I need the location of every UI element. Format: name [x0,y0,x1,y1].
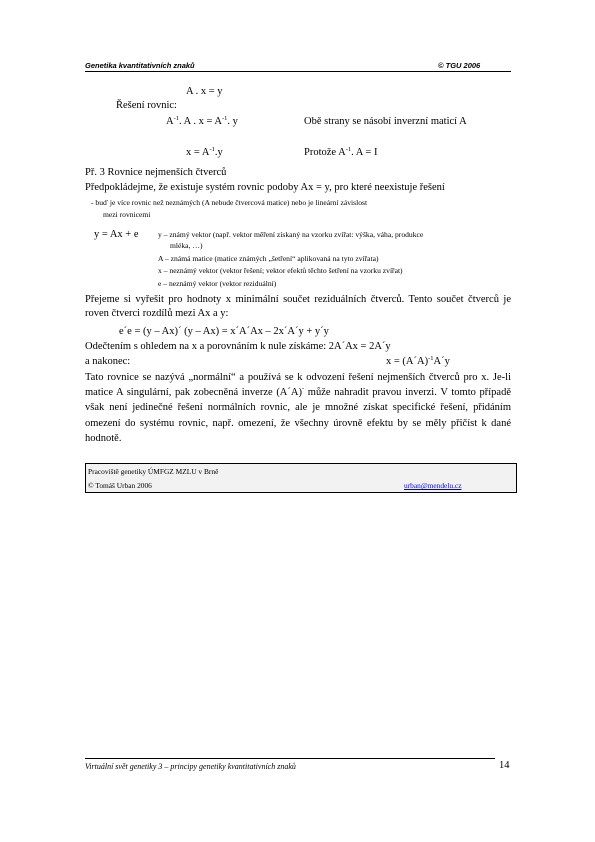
footer-book-title: Virtuální svět genetiky 3 – principy genetiky kvantitativních znaků [85,762,296,771]
bullet-line-2: mezi rovnicemi [103,210,151,219]
header-copyright: © TGU 2006 [438,61,481,70]
finally-label: a nakonec: [85,356,131,367]
institution-name: Pracoviště genetiky ÚMFGZ MZLU v Brně [88,467,219,476]
definition-x: x – neznámý vektor (vektor řešení; vektor efektů těchto šetření na vzorku zvířat) [158,266,403,275]
equation-ax-y: A . x = y [186,86,223,97]
footer-rule [85,758,495,759]
author-copyright: © Tomáš Urban 2006 [88,481,152,490]
definition-y-cont: mléka, …) [170,241,203,250]
solution-label: Řešení rovnic: [116,100,177,111]
definition-y: y – známý vektor (např. vektor měření získaný na vzorku zvířat: výška, váha, produkce [158,230,424,239]
equation-inverse-multiply: $A^{-1}$. A . $x = A^{-1}$. y [166,115,238,127]
paragraph-least-squares: Přejeme si vyřešit pro hodnoty x minimální součet reziduálních čtverců. Tento součet čtverců je roven čtverci rozdílů mezi Ax a y: [85,294,511,319]
header-title: Genetika kvantitativních znaků [85,61,195,70]
definition-a: A – známá matice (matice známých „šetření“ aplikovaná na tyto zvířata) [158,254,379,263]
header-rule [85,71,511,72]
formula-residual-squares: e´e = (y – Ax)´ (y – Ax) = x´A´Ax – 2x´A´y + y´y [119,326,329,337]
model-equation: y = Ax + e [94,229,139,240]
institution-box [85,463,517,493]
formula-normal-solution: x = (A´A)$^{-1}$A´y [386,355,450,367]
equation-note-identity: Protože $A^{-1}$. A = I [304,146,378,158]
author-email-link[interactable]: urban@mendelu.cz [404,481,462,490]
equation-note-inverse: Obě strany se násobí inverzní maticí A [304,116,467,127]
equation-solution-x: $x = A^{-1}.y$ [186,146,223,158]
derivation-line: Odečtením s ohledem na x a porovnáním k nule získáme: 2A´Ax = 2A´y [85,341,391,352]
paragraph-normal-equations: Tato rovnice se nazývá „normální“ a používá se k odvození řešení nejmenších čtverců pro x. Je-li matice A singulární, pak zobecněná inverze (A´A)- může nahradit pravou inverzi. V tomto případě však není jedinečné řešení normálních rovnic, ale je množné získat specifické řešení, přidáním omezení do systému rovnic, např. omezení, že všechny úrovně efektu by se měly přičíst k dané hodnotě. [85,372,512,444]
section-title: Př. 3 Rovnice nejmenších čtverců [85,167,227,178]
page-number: 14 [499,760,510,771]
definition-e: e – neznámý vektor (vektor reziduální) [158,279,277,288]
bullet-line-1: - buď je více rovnic než neznámých (A nebude čtvercová matice) nebo je lineární závislost [91,198,368,207]
intro-text: Předpokládejme, že existuje systém rovnic podoby Ax = y, pro které neexistuje řešení [85,182,445,193]
